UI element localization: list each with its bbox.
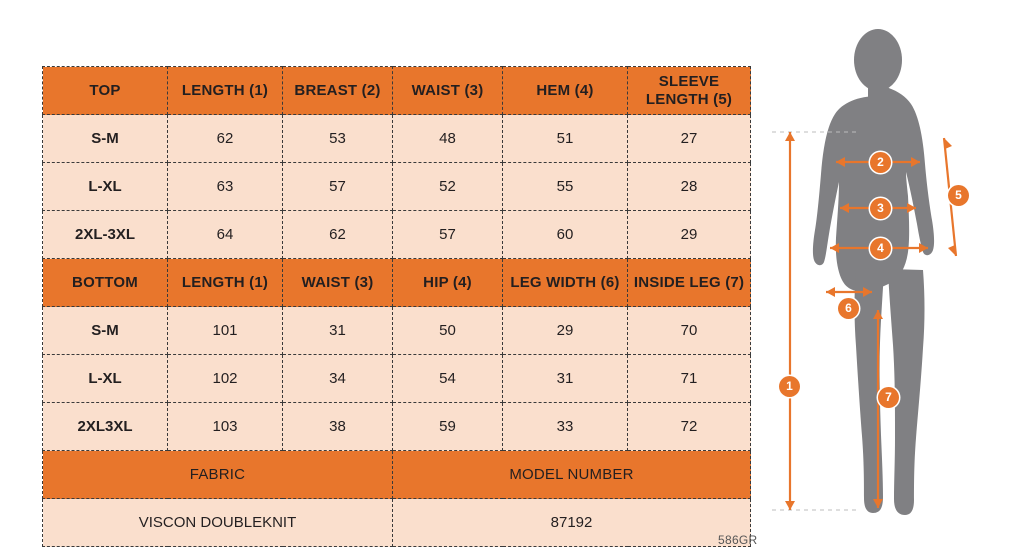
table-row	[43, 403, 751, 451]
table-footer-value-row	[43, 499, 751, 547]
row-label: 2XL3XL	[43, 403, 168, 451]
header-label: LENGTH (1)	[181, 81, 269, 99]
cell-value: 60	[503, 211, 628, 259]
cell-value: 70	[628, 307, 751, 355]
header-cell-hip	[393, 259, 503, 307]
cell-value: 103	[168, 403, 283, 451]
header-label: WAIST (3)	[411, 81, 484, 99]
fabric-value: VISCON DOUBLEKNIT	[43, 499, 393, 547]
cell-value: 51	[503, 115, 628, 163]
cell-value: 59	[393, 403, 503, 451]
header-label: HEM (4)	[536, 81, 594, 99]
fabric-header: FABRIC	[43, 451, 393, 499]
table-header-row-top	[43, 67, 751, 115]
measurement-diagram	[760, 20, 1024, 557]
cell-value: 31	[283, 307, 393, 355]
header-cell-hem	[503, 67, 628, 115]
size-chart-table	[42, 66, 751, 547]
header-cell-leg-width	[503, 259, 628, 307]
table-row	[43, 307, 751, 355]
cell-value: 102	[168, 355, 283, 403]
row-label: L-XL	[43, 355, 168, 403]
row-label: L-XL	[43, 163, 168, 211]
table-row	[43, 115, 751, 163]
measure-badge-6: 6	[838, 298, 859, 319]
row-label: 2XL-3XL	[43, 211, 168, 259]
cell-value: 53	[283, 115, 393, 163]
measure-badge-5: 5	[948, 185, 969, 206]
header-cell-length	[168, 259, 283, 307]
header-label: BOTTOM	[72, 273, 138, 291]
table-footer-header-row	[43, 451, 751, 499]
header-cell-waist	[283, 259, 393, 307]
measure-badge-4: 4	[870, 238, 891, 259]
cell-value: 57	[393, 211, 503, 259]
measure-badge-3: 3	[870, 198, 891, 219]
female-body-silhouette-icon	[760, 20, 1024, 557]
header-label: TOP	[89, 81, 121, 99]
cell-value: 27	[628, 115, 751, 163]
header-cell-waist	[393, 67, 503, 115]
product-code-label: 586GR	[718, 533, 758, 547]
cell-value: 31	[503, 355, 628, 403]
header-label: HIP (4)	[423, 273, 472, 291]
measure-badge-7: 7	[878, 387, 899, 408]
header-label: BREAST (2)	[294, 81, 381, 99]
header-cell-breast	[283, 67, 393, 115]
cell-value: 71	[628, 355, 751, 403]
cell-value: 63	[168, 163, 283, 211]
table-row	[43, 211, 751, 259]
cell-value: 57	[283, 163, 393, 211]
table-row	[43, 163, 751, 211]
measure-badge-2: 2	[870, 152, 891, 173]
model-number-value: 87192	[393, 499, 751, 547]
cell-value: 55	[503, 163, 628, 211]
cell-value: 62	[168, 115, 283, 163]
cell-value: 34	[283, 355, 393, 403]
table-row	[43, 355, 751, 403]
cell-value: 38	[283, 403, 393, 451]
header-label: INSIDE LEG (7)	[633, 273, 745, 291]
cell-value: 28	[628, 163, 751, 211]
header-label: SLEEVE LENGTH (5)	[645, 73, 733, 108]
cell-value: 29	[503, 307, 628, 355]
header-cell-length	[168, 67, 283, 115]
cell-value: 54	[393, 355, 503, 403]
header-cell-top	[43, 67, 168, 115]
cell-value: 72	[628, 403, 751, 451]
header-label: LEG WIDTH (6)	[510, 273, 620, 291]
header-label: WAIST (3)	[301, 273, 374, 291]
cell-value: 50	[393, 307, 503, 355]
cell-value: 101	[168, 307, 283, 355]
row-label: S-M	[43, 115, 168, 163]
cell-value: 64	[168, 211, 283, 259]
cell-value: 62	[283, 211, 393, 259]
cell-value: 52	[393, 163, 503, 211]
header-cell-sleeve-length	[628, 67, 751, 115]
table-header-row-bottom	[43, 259, 751, 307]
cell-value: 29	[628, 211, 751, 259]
model-number-header: MODEL NUMBER	[393, 451, 751, 499]
row-label: S-M	[43, 307, 168, 355]
header-cell-inside-leg	[628, 259, 751, 307]
cell-value: 33	[503, 403, 628, 451]
cell-value: 48	[393, 115, 503, 163]
measure-badge-1: 1	[779, 376, 800, 397]
header-label: LENGTH (1)	[181, 273, 269, 291]
header-cell-bottom	[43, 259, 168, 307]
